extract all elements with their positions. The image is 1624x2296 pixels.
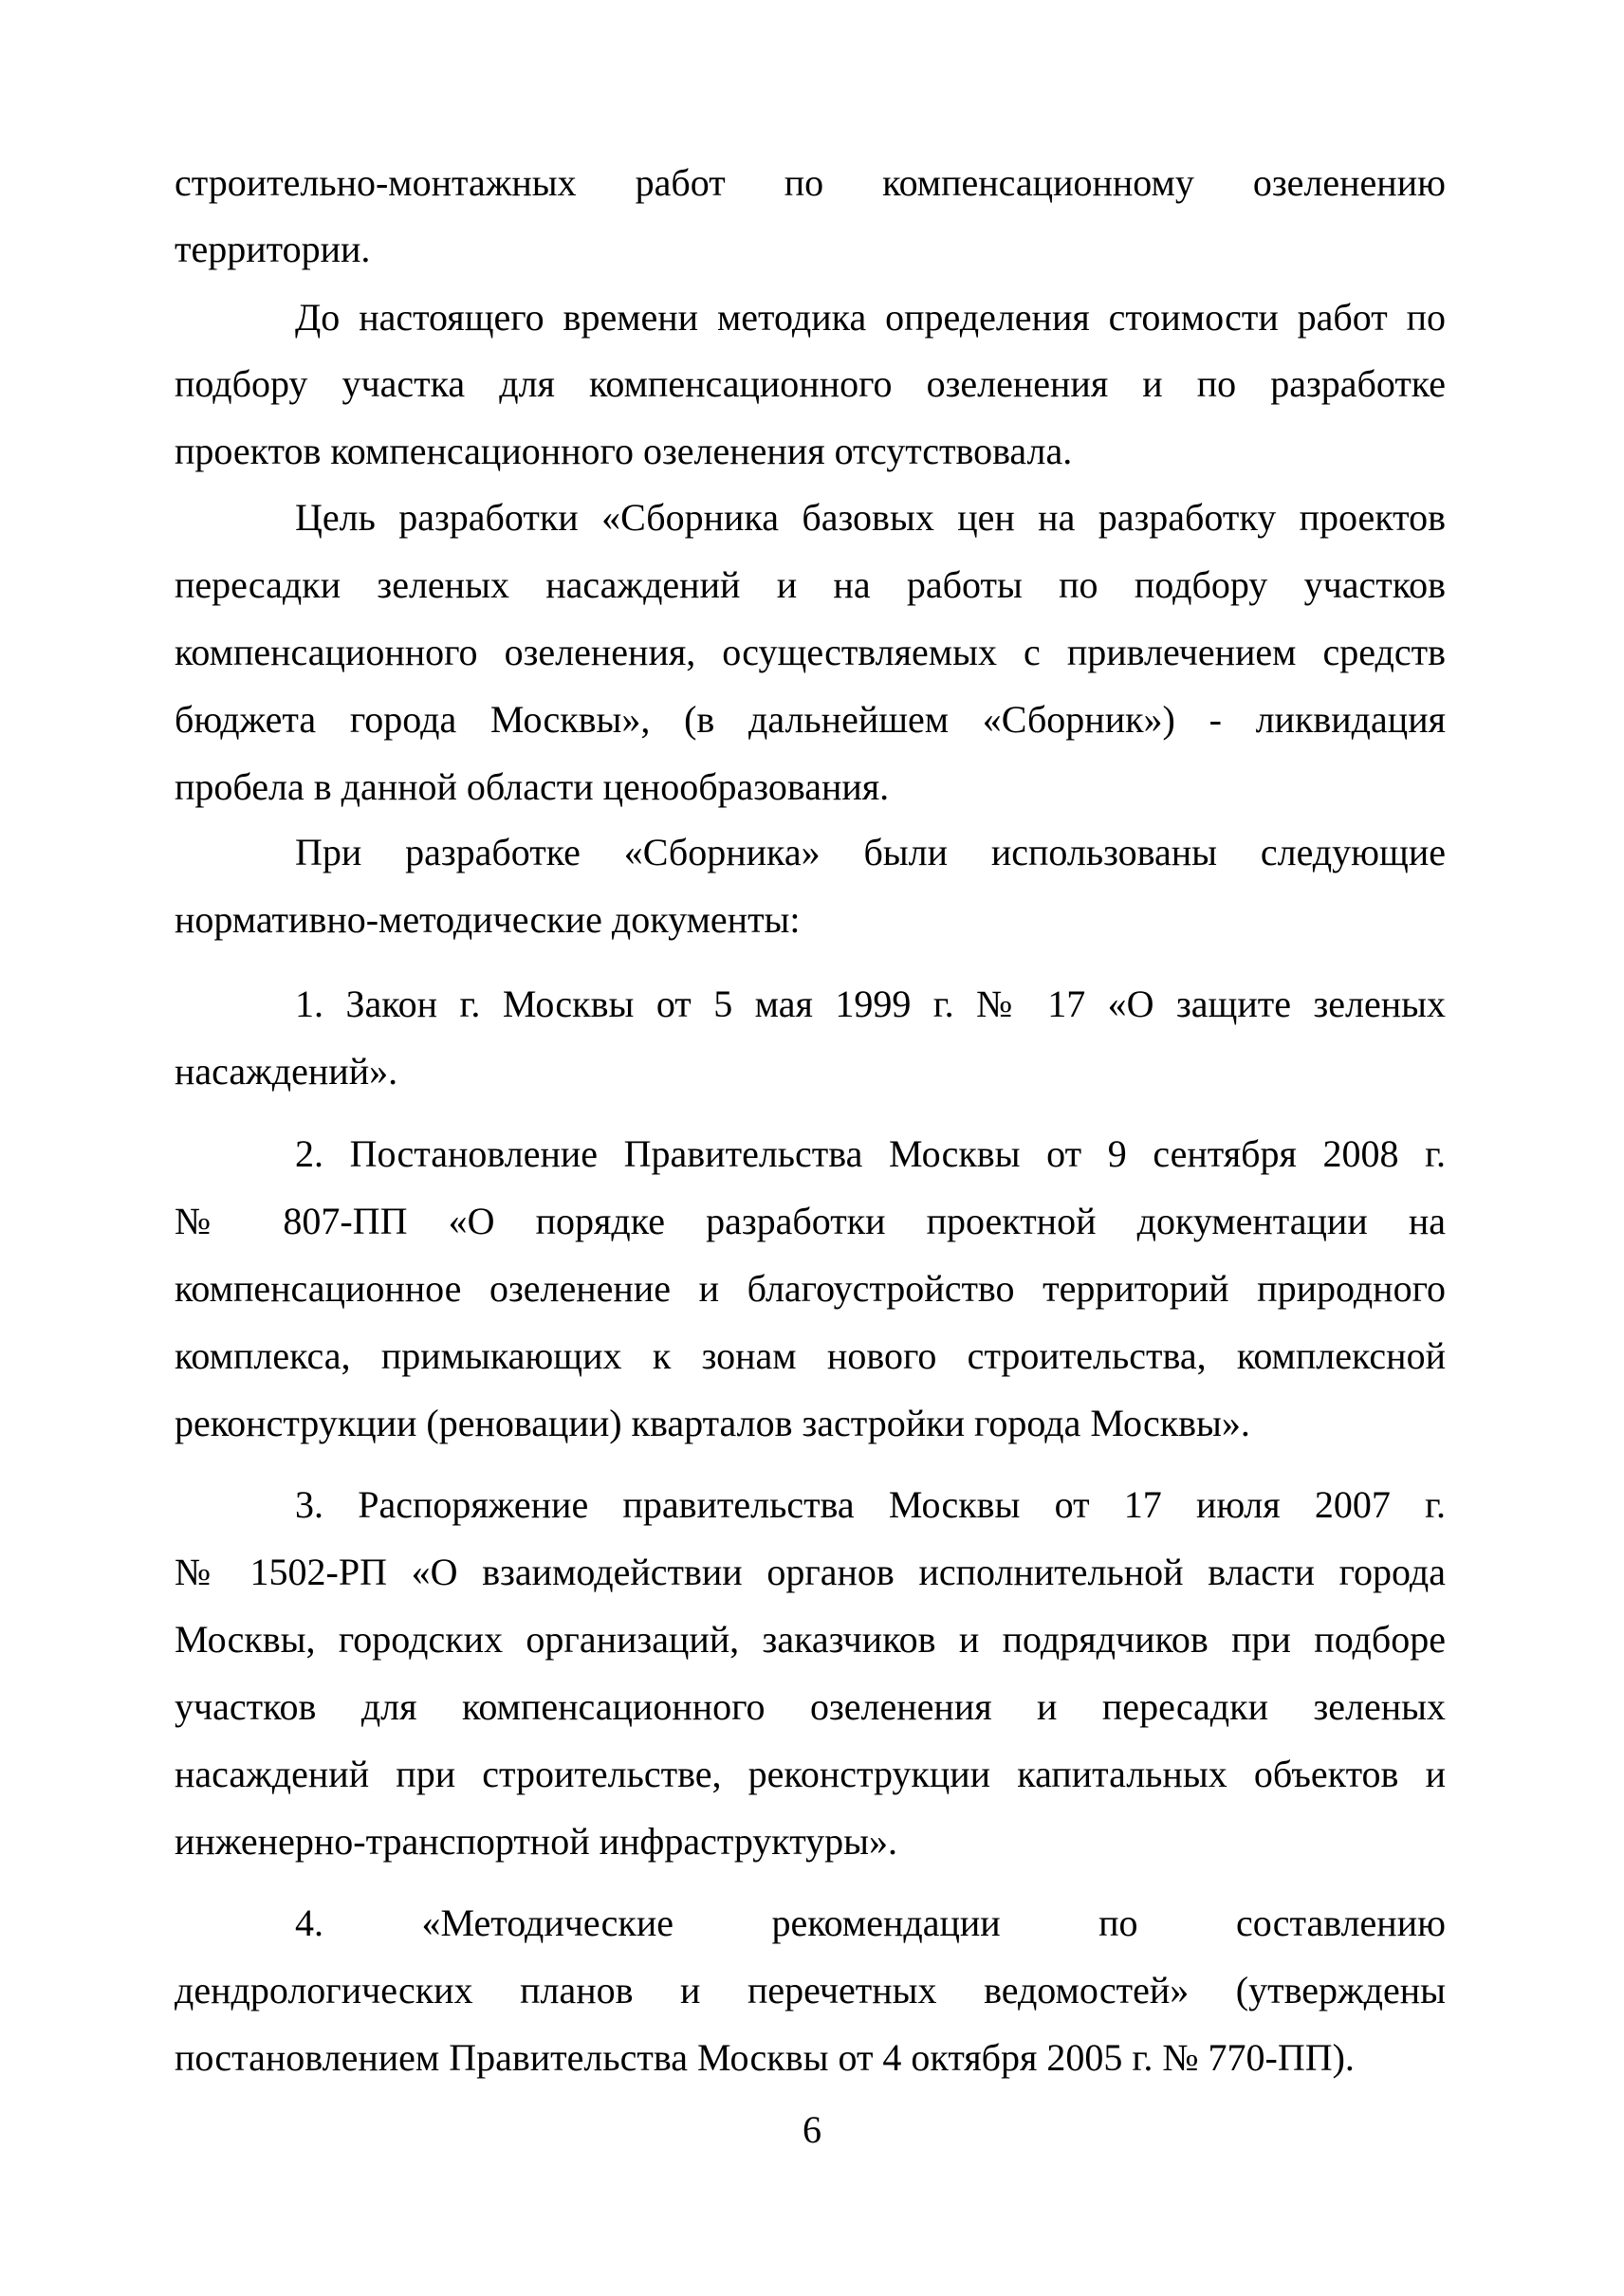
text-line: компенсационное озеленение и благоустройство территорий природного bbox=[175, 1267, 1446, 1310]
text-line: комплекса, примыкающих к зонам нового строительства, комплексной bbox=[175, 1334, 1446, 1377]
text-line: 3. Распоряжение правительства Москвы от 17 июля 2007 г. bbox=[295, 1483, 1446, 1526]
text-line: Цель разработки «Сборника базовых цен на разработку проектов bbox=[295, 496, 1446, 539]
text-line: бюджета города Москвы», (в дальнейшем «Сборник») - ликвидация bbox=[175, 698, 1446, 741]
text-line: № 807-ПП «О порядке разработки проектной документации на bbox=[175, 1200, 1446, 1242]
text-line: насаждений». bbox=[175, 1050, 398, 1093]
text-line: участков для компенсационного озеленения и пересадки зеленых bbox=[175, 1685, 1446, 1728]
text-line: При разработке «Сборника» были использованы следующие bbox=[295, 831, 1446, 873]
text-line: № 1502-РП «О взаимодействии органов исполнительной власти города bbox=[175, 1551, 1446, 1593]
text-line: инженерно-транспортной инфраструктуры». bbox=[175, 1820, 898, 1863]
text-line: строительно-монтажных работ по компенсационному озеленению bbox=[175, 161, 1446, 204]
text-line: подбору участка для компенсационного озеленения и по разработке bbox=[175, 362, 1446, 405]
text-line: нормативно-методические документы: bbox=[175, 898, 801, 941]
text-line: 1. Закон г. Москвы от 5 мая 1999 г. № 17 «О защите зеленых bbox=[295, 983, 1446, 1025]
text-line: компенсационного озеленения, осуществляемых с привлечением средств bbox=[175, 631, 1446, 673]
text-line: 4. «Методические рекомендации по составлению bbox=[295, 1901, 1446, 1944]
text-line: насаждений при строительстве, реконструкции капитальных объектов и bbox=[175, 1753, 1446, 1795]
text-line: пересадки зеленых насаждений и на работы по подбору участков bbox=[175, 563, 1446, 606]
text-line: До настоящего времени методика определения стоимости работ по bbox=[295, 296, 1446, 339]
text-line: 2. Постановление Правительства Москвы от 9 сентября 2008 г. bbox=[295, 1132, 1446, 1175]
text-line: территории. bbox=[175, 228, 371, 270]
text-line: постановлением Правительства Москвы от 4 октября 2005 г. № 770-ПП). bbox=[175, 2036, 1355, 2079]
text-line: реконструкции (реновации) кварталов застройки города Москвы». bbox=[175, 1402, 1250, 1444]
text-line: дендрологических планов и перечетных ведомостей» (утверждены bbox=[175, 1969, 1446, 2011]
text-line: пробела в данной области ценообразования. bbox=[175, 765, 890, 808]
text-line: проектов компенсационного озеленения отсутствовала. bbox=[175, 430, 1073, 472]
text-line: Москвы, городских организаций, заказчиков и подрядчиков при подборе bbox=[175, 1618, 1446, 1661]
page-number: 6 bbox=[803, 2108, 821, 2151]
